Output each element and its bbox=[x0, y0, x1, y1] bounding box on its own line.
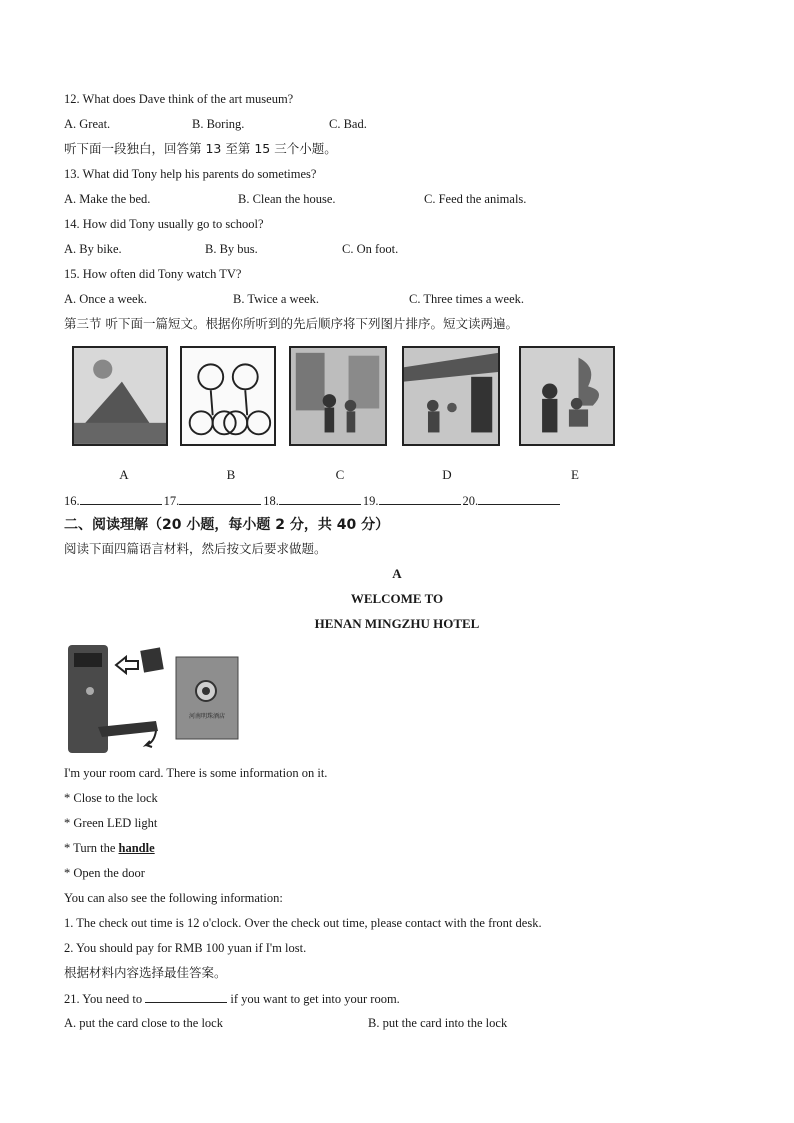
market-scene-icon bbox=[404, 348, 498, 444]
step-3-text: * Turn the bbox=[64, 841, 119, 855]
handle-word: handle bbox=[118, 841, 155, 855]
step-2: * Green LED light bbox=[64, 816, 158, 830]
monologue-instruction: 听下面一段独白，回答第 13 至第 15 三个小题。 bbox=[64, 141, 337, 156]
blank-number: 17. bbox=[163, 494, 180, 508]
blank-number: 16. bbox=[64, 494, 80, 508]
q12-option-a: A. Great. bbox=[64, 117, 111, 131]
q13-option-a: A. Make the bed. bbox=[64, 192, 151, 206]
q12-stem: 12. What does Dave think of the art museum? bbox=[64, 92, 294, 106]
people-tree-icon bbox=[521, 348, 613, 444]
q21-stem bbox=[64, 990, 400, 1007]
blank-number: 19. bbox=[362, 494, 379, 508]
step-1: * Close to the lock bbox=[64, 791, 158, 805]
answer-blank-17[interactable] bbox=[179, 492, 261, 505]
picture-e bbox=[519, 346, 615, 446]
picture-label-e: E bbox=[571, 467, 579, 482]
answer-blank-16[interactable] bbox=[80, 492, 162, 505]
q13-option-b: B. Clean the house. bbox=[238, 192, 336, 206]
q12-option-c: C. Bad. bbox=[329, 117, 367, 131]
picture-a bbox=[72, 346, 168, 446]
q12-option-b: B. Boring. bbox=[192, 117, 245, 131]
q13-option-c: C. Feed the animals. bbox=[424, 192, 527, 206]
blank-number: 18. bbox=[263, 494, 279, 508]
card-stamp-text: 河南明珠酒店 bbox=[188, 713, 226, 720]
street-scene-icon bbox=[291, 348, 385, 444]
picture-d bbox=[402, 346, 500, 446]
q21-blank[interactable] bbox=[145, 990, 227, 1003]
q14-option-a: A. By bike. bbox=[64, 242, 122, 256]
picture-b bbox=[180, 346, 276, 446]
also-info: You can also see the following information: bbox=[64, 891, 283, 905]
title-hotel: HENAN MINGZHU HOTEL bbox=[314, 616, 480, 631]
q21-option-b: B. put the card into the lock bbox=[368, 1016, 508, 1030]
q15-option-c: C. Three times a week. bbox=[409, 292, 525, 306]
q21-stem-b: if you want to get into your room. bbox=[227, 992, 400, 1006]
q15-option-a: A. Once a week. bbox=[64, 292, 147, 306]
reading-heading: 二、阅读理解（20 小题，每小题 2 分，共 40 分） bbox=[64, 517, 390, 533]
info-1: 1. The check out time is 12 o'clock. Over the check out time, please contact with the front desk. bbox=[64, 916, 542, 930]
q21-stem-a: 21. You need to bbox=[64, 992, 146, 1006]
picture-c bbox=[289, 346, 387, 446]
sailing-picture-icon bbox=[74, 348, 166, 444]
title-welcome: WELCOME TO bbox=[350, 591, 444, 606]
blank-number: 20. bbox=[462, 494, 479, 508]
q15-option-b: B. Twice a week. bbox=[233, 292, 320, 306]
info-2: 2. You should pay for RMB 100 yuan if I'm lost. bbox=[64, 941, 307, 955]
step-4: * Open the door bbox=[64, 866, 145, 880]
room-card-illustration bbox=[66, 643, 242, 755]
picture-label-c: C bbox=[335, 467, 345, 482]
picture-label-a: A bbox=[119, 467, 129, 482]
section3-instruction: 第三节 听下面一篇短文。根据你所听到的先后顺序将下列图片排序。短文读两遍。 bbox=[64, 316, 518, 331]
answer-blank-19[interactable] bbox=[379, 492, 461, 505]
q14-stem: 14. How did Tony usually go to school? bbox=[64, 217, 264, 231]
q13-stem: 13. What did Tony help his parents do sometimes? bbox=[64, 167, 317, 181]
q14-option-c: C. On foot. bbox=[342, 242, 399, 256]
reading-instruction: 阅读下面四篇语言材料，然后按文后要求做题。 bbox=[64, 541, 327, 556]
q21-option-a: A. put the card close to the lock bbox=[64, 1016, 223, 1030]
door-lock-icon bbox=[66, 643, 242, 755]
passage-label: A bbox=[392, 566, 402, 581]
answer-blanks bbox=[64, 492, 562, 509]
answer-blank-20[interactable] bbox=[478, 492, 560, 505]
step-3 bbox=[64, 840, 155, 856]
kids-cycling-icon bbox=[182, 348, 274, 444]
card-intro: I'm your room card. There is some information on it. bbox=[64, 766, 328, 780]
choose-instruction: 根据材料内容选择最佳答案。 bbox=[64, 965, 227, 980]
picture-label-b: B bbox=[226, 467, 236, 482]
answer-blank-18[interactable] bbox=[279, 492, 361, 505]
picture-label-d: D bbox=[442, 467, 452, 482]
q14-option-b: B. By bus. bbox=[205, 242, 258, 256]
q15-stem: 15. How often did Tony watch TV? bbox=[64, 267, 242, 281]
